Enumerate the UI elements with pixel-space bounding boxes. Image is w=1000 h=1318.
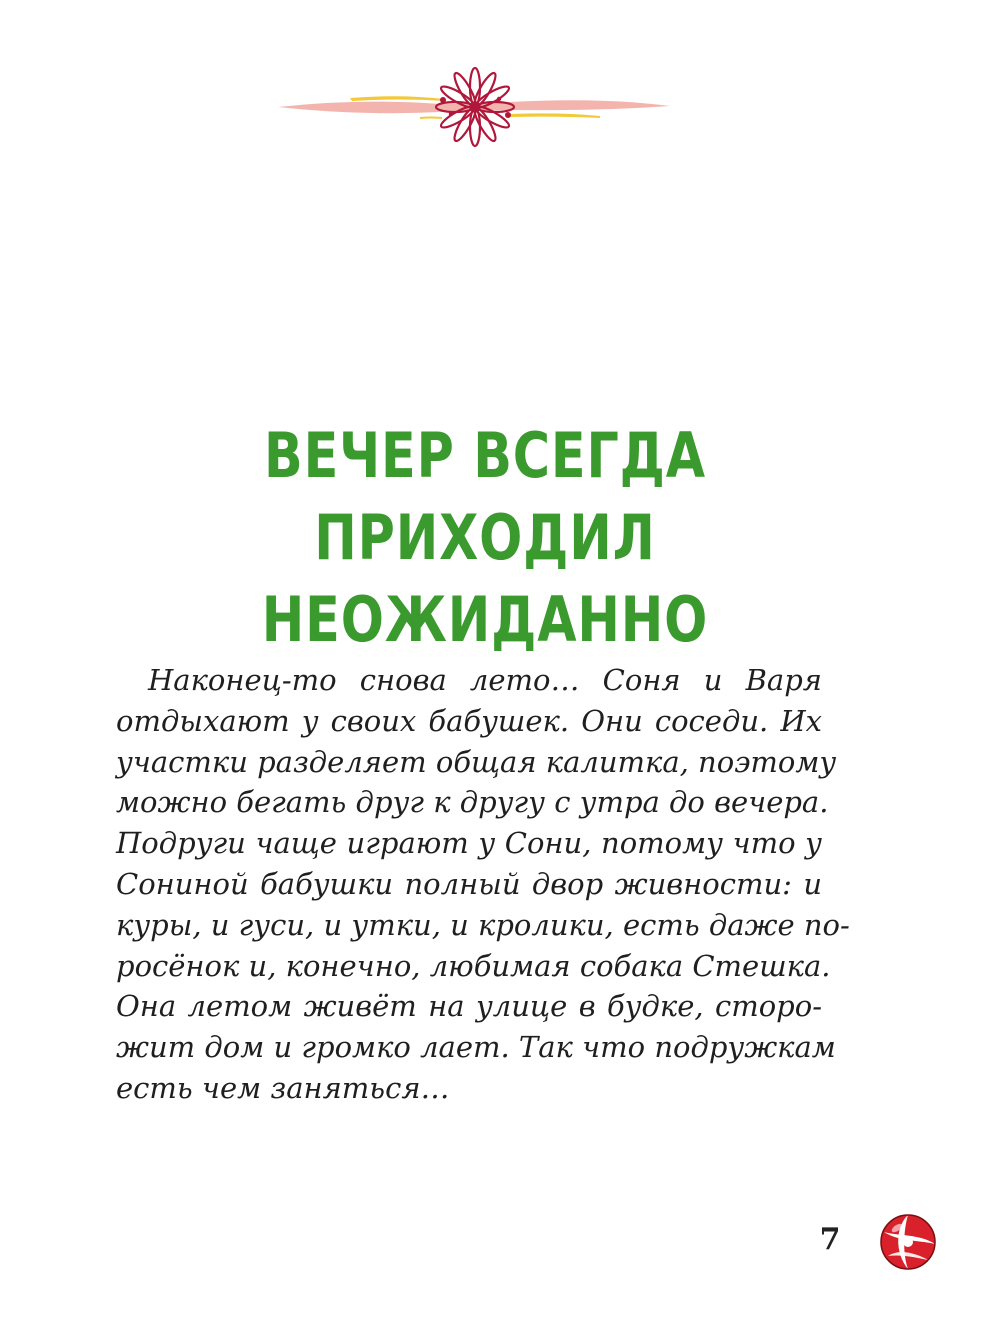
paragraph-line: есть чем заняться… [116, 1070, 450, 1105]
body-paragraph [116, 660, 850, 1109]
paragraph-line: жит дом и громко лает. Так что подружкам [116, 1030, 836, 1065]
paragraph-line: Наконец-то снова лето… Соня и Варя [148, 663, 822, 697]
flower-divider-icon [270, 60, 680, 160]
paragraph-line: Подруги чаще играют у Сони, потому что у [116, 826, 822, 861]
paragraph-line: отдыхают у своих бабушек. Они соседи. Их [116, 703, 822, 738]
chapter-title-line-1: ВЕЧЕР ВСЕГДА [264, 419, 706, 492]
paragraph-line: росёнок и, конечно, любимая собака Стешка. [116, 948, 831, 983]
paragraph-line: можно бегать друг к другу с утра до вечера. [116, 785, 829, 820]
beach-ball-icon [878, 1212, 938, 1272]
chapter-title [100, 415, 870, 661]
paragraph-line: куры, и гуси, и утки, и кролики, есть даже по- [116, 907, 850, 942]
paragraph-line: Она летом живёт на улице в будке, сторо- [116, 989, 822, 1024]
chapter-title-line-2: ПРИХОДИЛ НЕОЖИДАННО [261, 501, 709, 656]
paragraph-line: Сониной бабушки полный двор живности: и [116, 866, 822, 901]
paragraph-line: участки разделяет общая калитка, поэтому [116, 744, 837, 779]
page-number: 7 [819, 1222, 841, 1257]
